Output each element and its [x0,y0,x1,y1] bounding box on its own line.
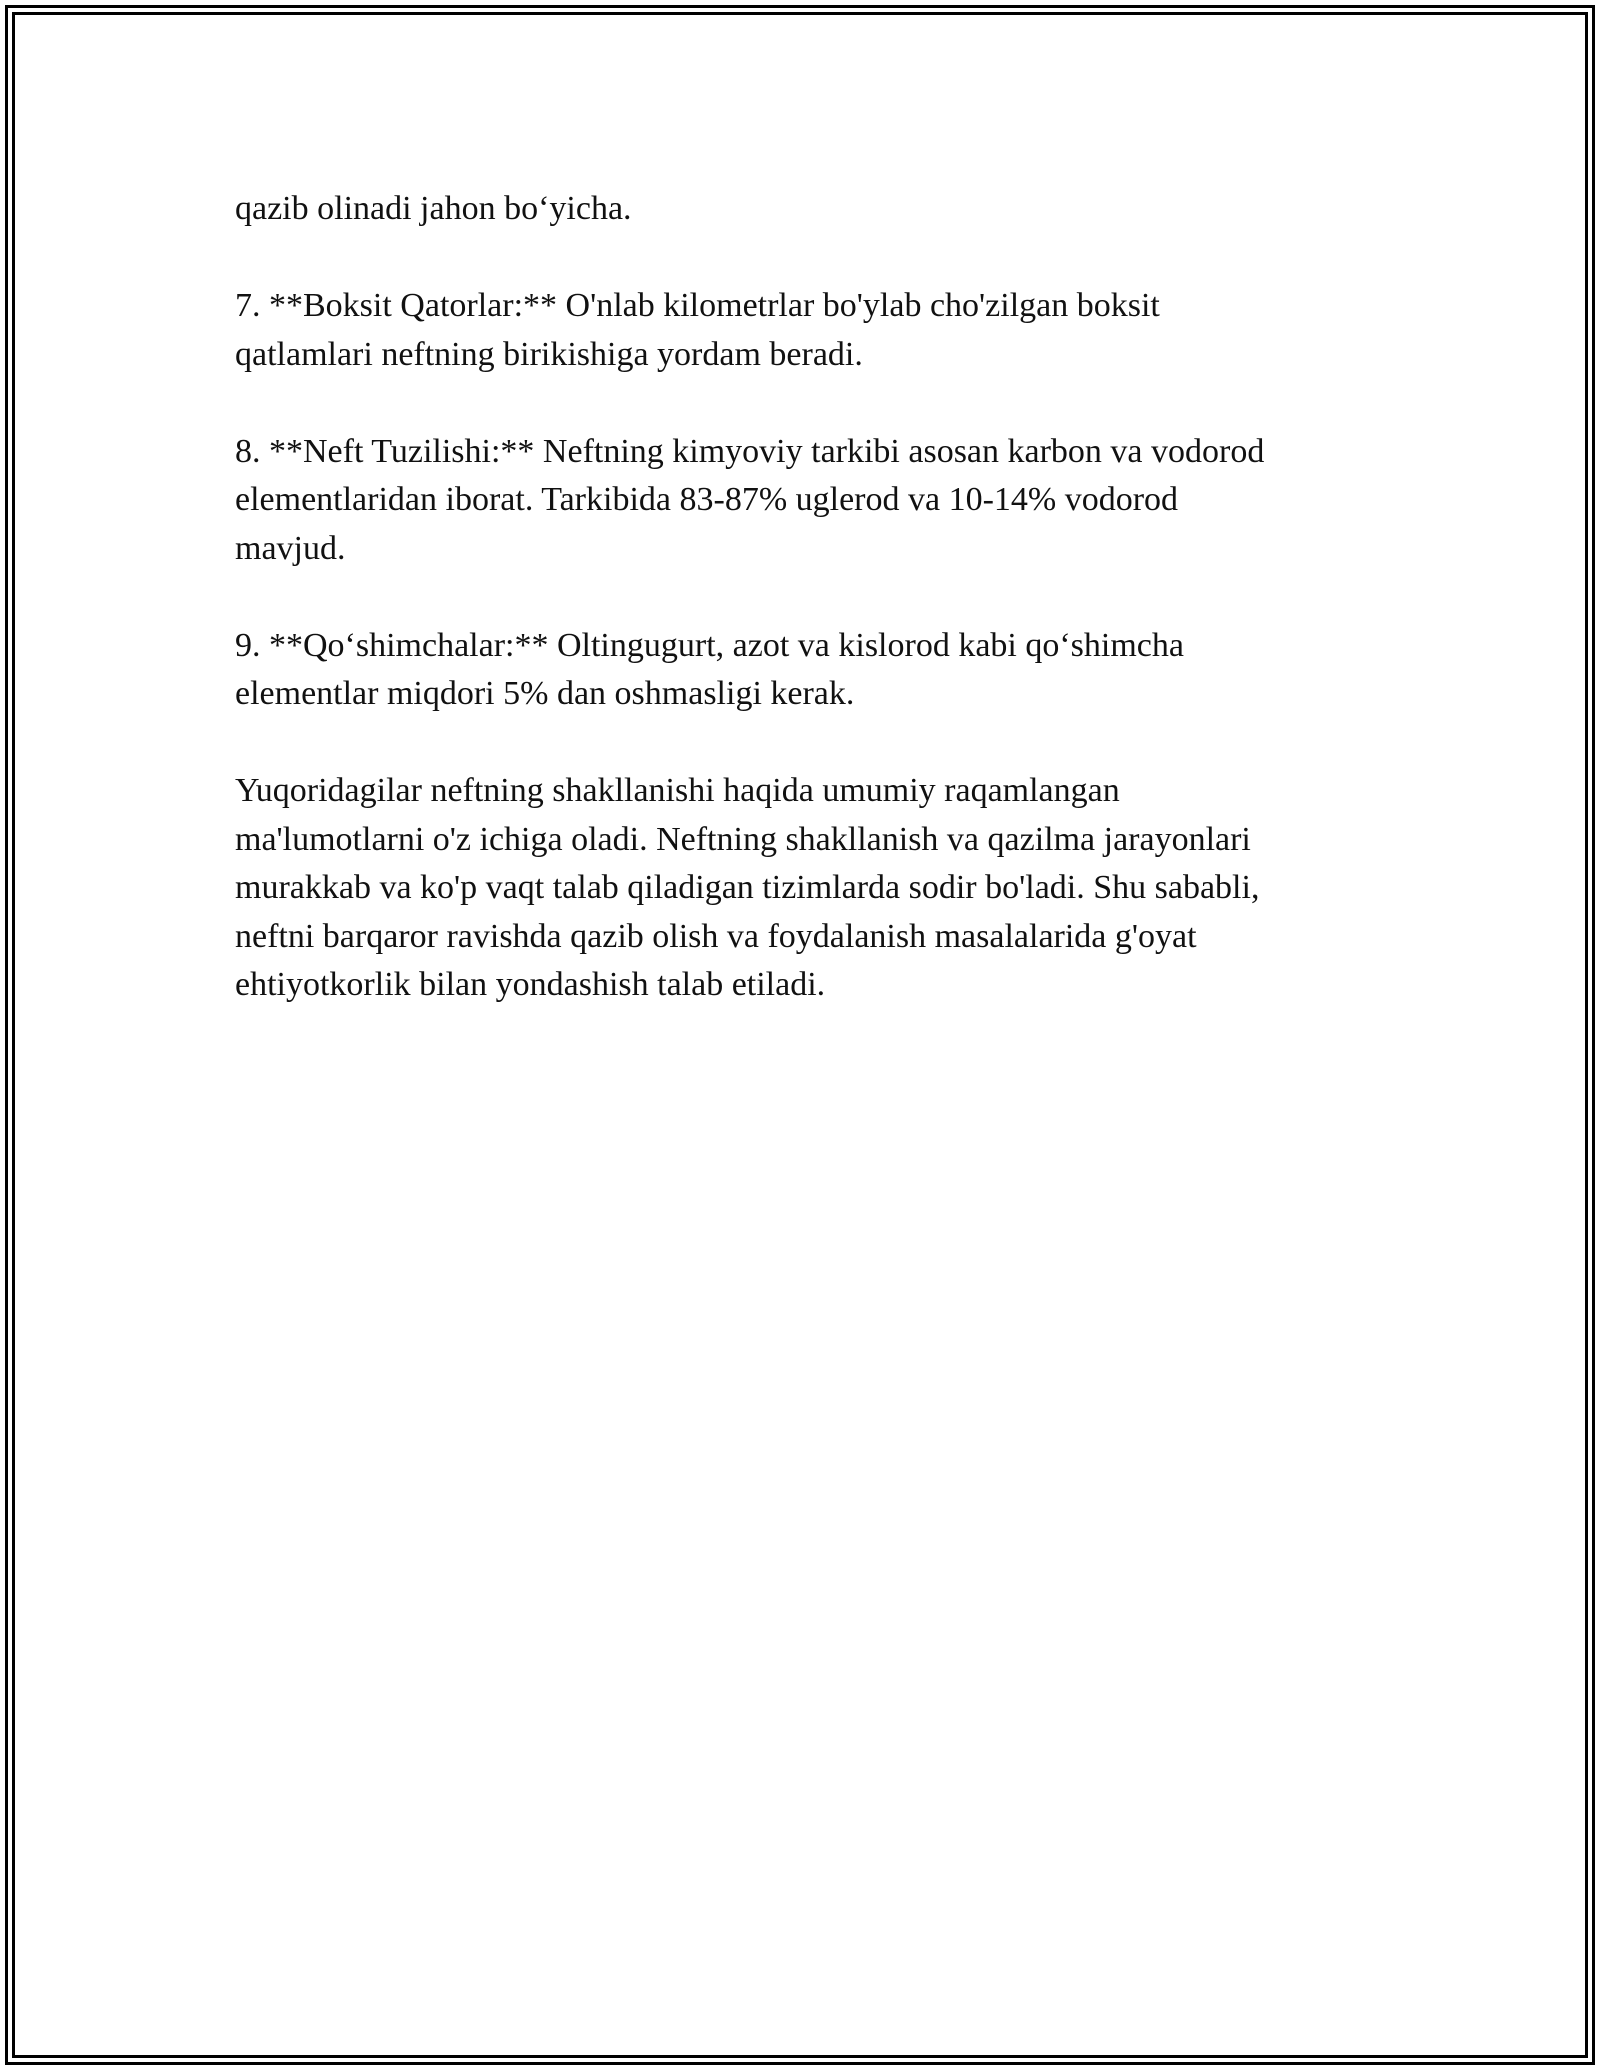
text-line: qazib olinadi jahon bo‘yicha. [235,190,632,227]
paragraph-conclusion [235,767,1365,1010]
text-line: 9. **Qo‘shimchalar:** Oltingugurt, azot va kislorod kabi qo‘shimcha [235,626,1184,664]
text-line: ma'lumotlarni o'z ichiga oladi. Neftning shakllanish va qazilma jarayonlari [235,820,1251,858]
text-line: 8. **Neft Tuzilishi:** Neftning kimyoviy tarkibi asosan karbon va vodorod [235,432,1265,470]
text-line: elementlaridan iborat. Tarkibida 83-87% uglerod va 10-14% vodorod [235,481,1179,518]
document-body [235,185,1365,1058]
text-line: Yuqoridagilar neftning shakllanishi haqida umumiy raqamlangan [235,772,1120,809]
text-line: murakkab va ko'p vaqt talab qiladigan tizimlarda sodir bo'ladi. Shu sababli, [235,869,1260,906]
text-line: elementlar miqdori 5% dan oshmasligi kerak. [235,675,855,712]
text-line: mavjud. [235,529,346,567]
text-line: 7. **Boksit Qatorlar:** O'nlab kilometrlar bo'ylab cho'zilgan boksit [235,287,1160,324]
paragraph-item-7 [235,282,1365,379]
text-line: qatlamlari neftning birikishiga yordam beradi. [235,335,863,373]
paragraph-continuation [235,185,1365,234]
text-line: neftni barqaror ravishda qazib olish va foydalanish masalalarida g'oyat [235,917,1197,955]
paragraph-item-9 [235,622,1365,719]
text-line: ehtiyotkorlik bilan yondashish talab etiladi. [235,966,826,1003]
paragraph-item-8 [235,428,1365,574]
